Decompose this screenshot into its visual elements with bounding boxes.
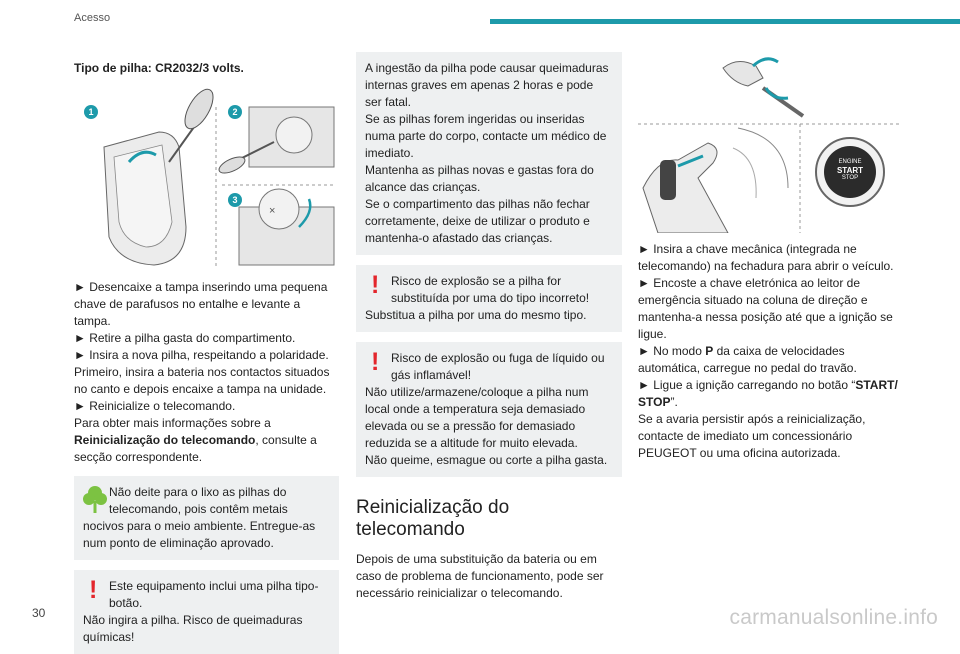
battery-type: Tipo de pilha: CR2032/3 volts. <box>74 61 244 75</box>
step-text: ► No modo P da caixa de velocidades automática, carregue no pedal do travão. <box>638 344 857 375</box>
button-battery-warning-box: ! Este equipamento inclui uma pilha tipo-botão. Não ingira a pilha. Risco de queimaduras químicas! <box>74 570 339 654</box>
step-text: Se a avaria persistir após a reinicialização, contacte de imediato um concessionário PEUGEOT ou uma oficina autorizada. <box>638 412 866 460</box>
warning-icon: ! <box>371 271 380 299</box>
reference-text: Reinicialização do telecomando, consulte a secção correspondente. <box>74 433 317 464</box>
battery-replacement-illustration <box>74 87 339 267</box>
step-text: ► Ligue a ignição carregando no botão “START/ STOP”. <box>638 378 898 409</box>
key-fob-opening-diagram <box>74 87 339 267</box>
step-text: ► Desencaixe a tampa inserindo uma pequena chave de parafusos no entalhe e levante a tampa. <box>74 280 328 328</box>
section-intro: Depois de uma substituição da bateria ou em caso de problema de funcionamento, pode ser necessário reinicializar o telecomando. <box>356 552 604 600</box>
column-1 <box>74 60 339 654</box>
step-badge-2: 2 <box>228 105 242 119</box>
column-3 <box>638 48 908 462</box>
step-text: Para obter mais informações sobre a <box>74 416 271 430</box>
reference-link-text: Reinicialização do telecomando <box>74 433 256 447</box>
step-badge-3: 3 <box>228 193 242 207</box>
eco-note-box <box>74 476 339 560</box>
step-badge-1: 1 <box>84 105 98 119</box>
step-text: ► Retire a pilha gasta do compartimento. <box>74 331 296 345</box>
step-text: Primeiro, insira a bateria nos contactos situados no canto e depois encaixe a tampa na unidade. <box>74 365 330 396</box>
header-accent-bar <box>490 19 960 24</box>
section-title: Acesso <box>74 12 111 24</box>
leak-warning-box: ! Risco de explosão ou fuga de líquido ou gás inflamável! Não utilize/armazene/coloque a pilha num local onde a temperatura seja demasiado elevada ou se a pressão for demasiado reduzida se a altitude for muito elevada. Não queime, esmague ou corte a pilha gasta. <box>356 342 622 477</box>
step-text: ► Reinicialize o telecomando. <box>74 399 236 413</box>
reinitialization-illustration <box>638 48 908 233</box>
engine-start-button: ENGINE START STOP <box>836 159 864 181</box>
explosion-warning-box: ! Risco de explosão se a pilha for substituída por uma do tipo incorreto! Substitua a pilha por uma do mesmo tipo. <box>356 265 622 332</box>
eco-note-text: Não deite para o lixo as pilhas do telecomando, pois contêm metais nocivos para o meio ambiente. Entregue-as num ponto de eliminação aprovado. <box>83 485 316 550</box>
ingestion-warning-box: A ingestão da pilha pode causar queimaduras internas graves em apenas 2 horas e pode ser fatal. Se as pilhas forem ingeridas ou inseridas numa parte do corpo, contacte um médico de imediato. Mantenha as pilhas novas e gastas fora do alcance das crianças. Se o compartimento das pilhas não fechar corretamente, deixe de utilizar o produto e mantenha-o afastado das crianças. <box>356 52 622 255</box>
watermark: carmanualsonline.info <box>729 606 938 629</box>
warning-icon: ! <box>371 348 380 376</box>
section-heading: Reinicialização do telecomando <box>356 497 510 540</box>
page-number: 30 <box>32 606 46 620</box>
svg-text:×: × <box>269 205 276 217</box>
step-text: ► Insira a nova pilha, respeitando a polaridade. <box>74 348 329 362</box>
warning-icon: ! <box>89 576 98 604</box>
step-text: ► Encoste a chave eletrónica ao leitor de emergência situado na coluna de direção e mantenha-a nessa posição até que a ignição se ligue. <box>638 276 893 341</box>
recycle-tree-icon <box>83 484 109 518</box>
step-text: ► Insira a chave mecânica (integrada ne telecomando) na fechadura para abrir o veículo. <box>638 242 894 273</box>
column-2 <box>356 52 622 602</box>
